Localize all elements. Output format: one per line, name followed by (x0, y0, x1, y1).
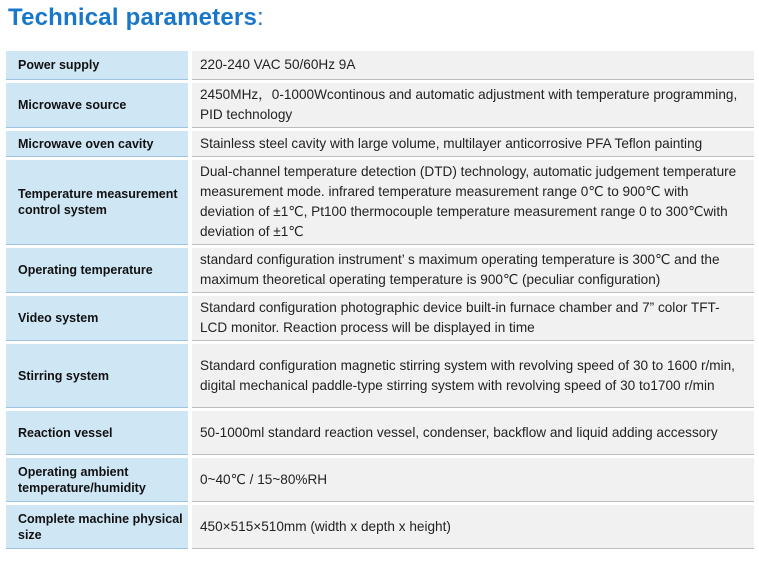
param-label: Microwave source (6, 83, 188, 128)
param-value: 450×515×510mm (width x depth x height) (192, 505, 754, 549)
table-row (6, 131, 754, 157)
param-value: 50-1000ml standard reaction vessel, condenser, backflow and liquid adding accessory (192, 411, 754, 455)
param-value: 2450MHz，0-1000Wcontinous and automatic adjustment with temperature programming, PID technology (192, 83, 754, 128)
param-value: Dual-channel temperature detection (DTD) technology, automatic judgement temperature measurement mode. infrared temperature measurement range 0℃ to 900℃ with deviation of ±1℃, Pt100 thermocouple temperature measurement range 0 to 300℃with deviation of ±1℃ (192, 160, 754, 245)
table-row (6, 296, 754, 341)
param-value: 220-240 VAC 50/60Hz 9A (192, 51, 754, 80)
param-label: Reaction vessel (6, 411, 188, 455)
param-label: Operating ambient temperature/humidity (6, 458, 188, 502)
table-row (6, 505, 754, 549)
param-label: Microwave oven cavity (6, 131, 188, 157)
param-value: 0~40℃ / 15~80%RH (192, 458, 754, 502)
param-label: Temperature measurement control system (6, 160, 188, 245)
title-text: Technical parameters (8, 4, 258, 31)
parameters-table (6, 48, 754, 552)
table-row (6, 458, 754, 502)
table-row (6, 248, 754, 293)
param-label: Operating temperature (6, 248, 188, 293)
table-row (6, 83, 754, 128)
page-title (8, 4, 264, 32)
param-value: Standard configuration magnetic stirring system with revolving speed of 30 to 1600 r/min, digital mechanical paddle-type stirring system with revolving speed of 30 to1700 r/min (192, 344, 754, 408)
param-value: Standard configuration photographic device built-in furnace chamber and 7” color TFT-LCD monitor. Reaction process will be displayed in time (192, 296, 754, 341)
table-row (6, 51, 754, 80)
table-row (6, 411, 754, 455)
param-label: Video system (6, 296, 188, 341)
param-value: Stainless steel cavity with large volume, multilayer anticorrosive PFA Teflon painting (192, 131, 754, 157)
title-colon: : (257, 4, 264, 31)
param-label: Stirring system (6, 344, 188, 408)
param-label: Power supply (6, 51, 188, 80)
table-row (6, 160, 754, 245)
param-value: standard configuration instrument’ s maximum operating temperature is 300℃ and the maximum theoretical operating temperature is 900℃ (peculiar configuration) (192, 248, 754, 293)
table-row (6, 344, 754, 408)
param-label: Complete machine physical size (6, 505, 188, 549)
